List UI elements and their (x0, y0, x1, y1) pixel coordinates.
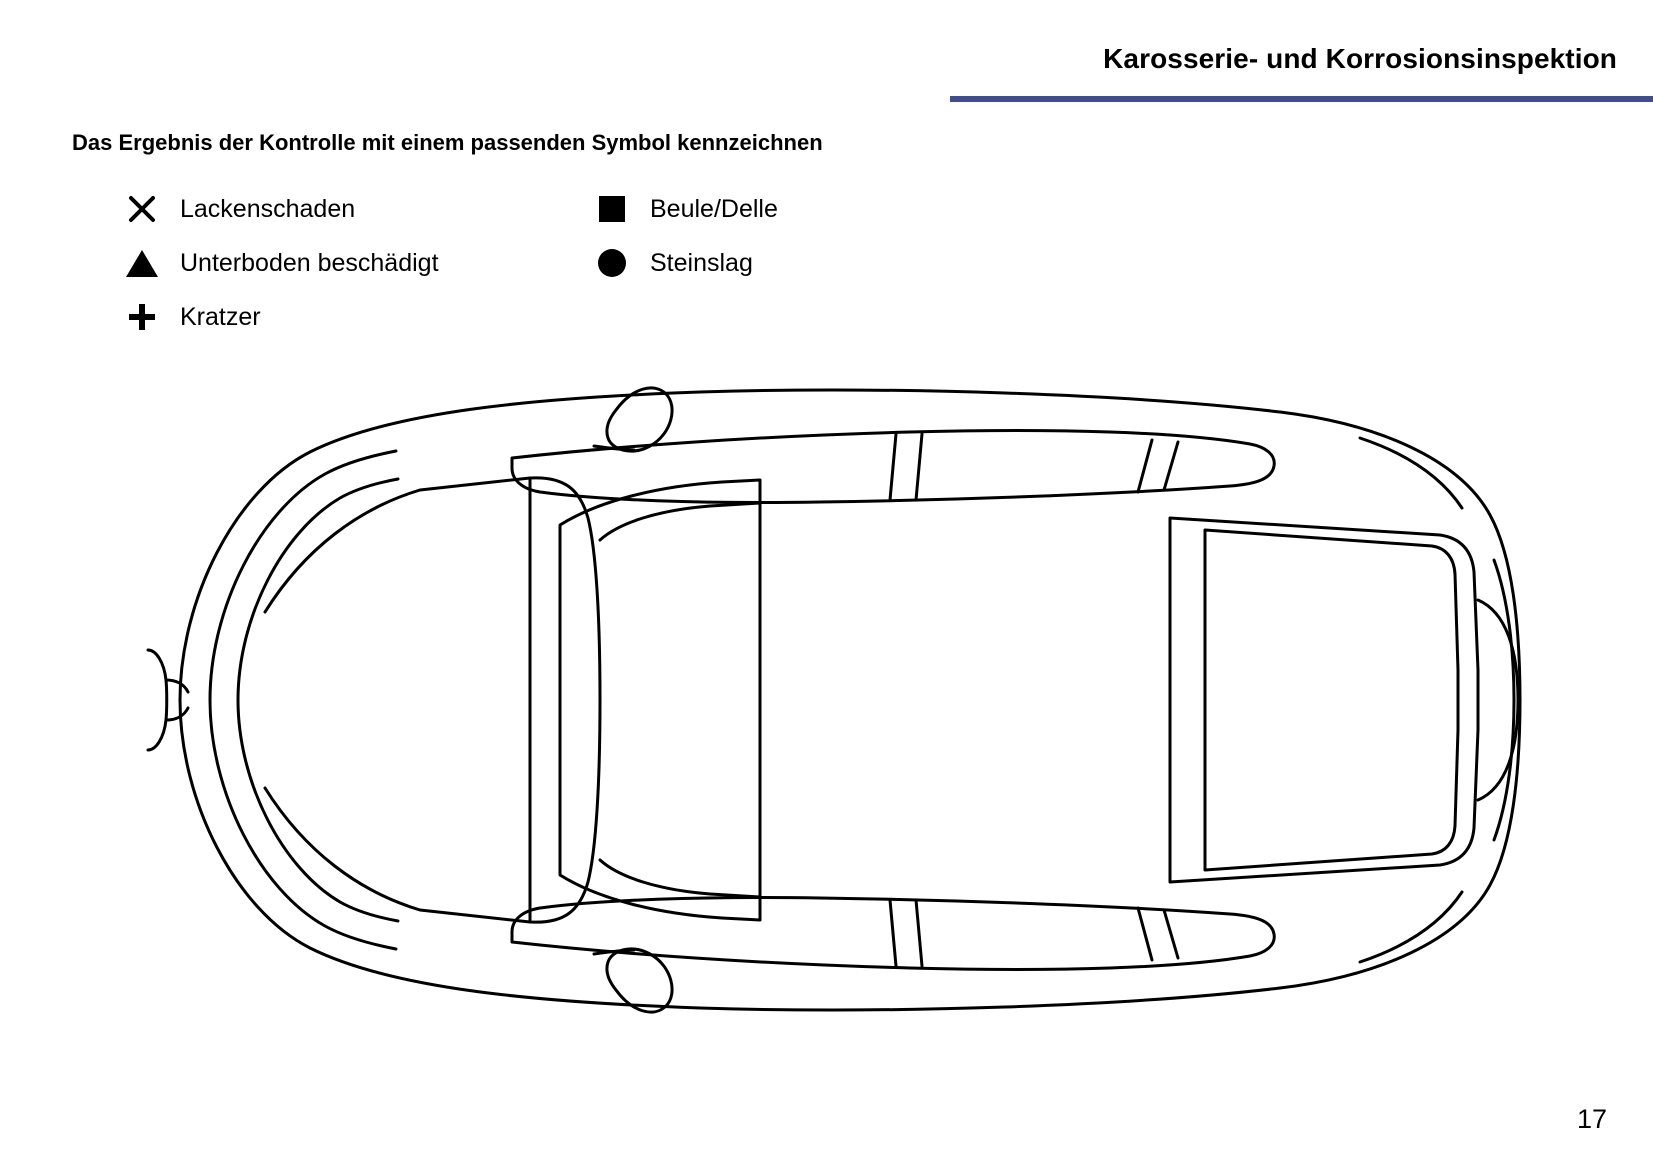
legend-item (590, 182, 778, 236)
legend-item-label: Beule/Delle (650, 194, 778, 223)
legend-item-label: Kratzer (180, 302, 261, 331)
triangle-icon (120, 241, 164, 285)
legend-column-right (590, 182, 778, 290)
page-number: 17 (1576, 1104, 1607, 1134)
legend-item (120, 182, 439, 236)
legend-item (590, 236, 778, 290)
filled-circle-icon (590, 241, 634, 285)
legend-item-label: Unterboden beschädigt (180, 248, 439, 277)
car-top-view-diagram (60, 350, 1540, 1050)
instruction-text: Das Ergebnis der Kontrolle mit einem passenden Symbol kennzeichnen (72, 130, 823, 155)
plus-icon (120, 295, 164, 339)
legend-item (120, 290, 439, 344)
legend-item-label: Lackenschaden (180, 194, 356, 223)
filled-square-icon (590, 187, 634, 231)
page-header (1103, 44, 1617, 75)
legend-item (120, 236, 439, 290)
page-title: Karosserie- und Korrosionsinspektion (1103, 43, 1617, 74)
legend-column-left (120, 182, 439, 344)
x-mark-icon (120, 187, 164, 231)
header-divider (950, 96, 1653, 102)
legend-item-label: Steinslag (650, 248, 753, 277)
